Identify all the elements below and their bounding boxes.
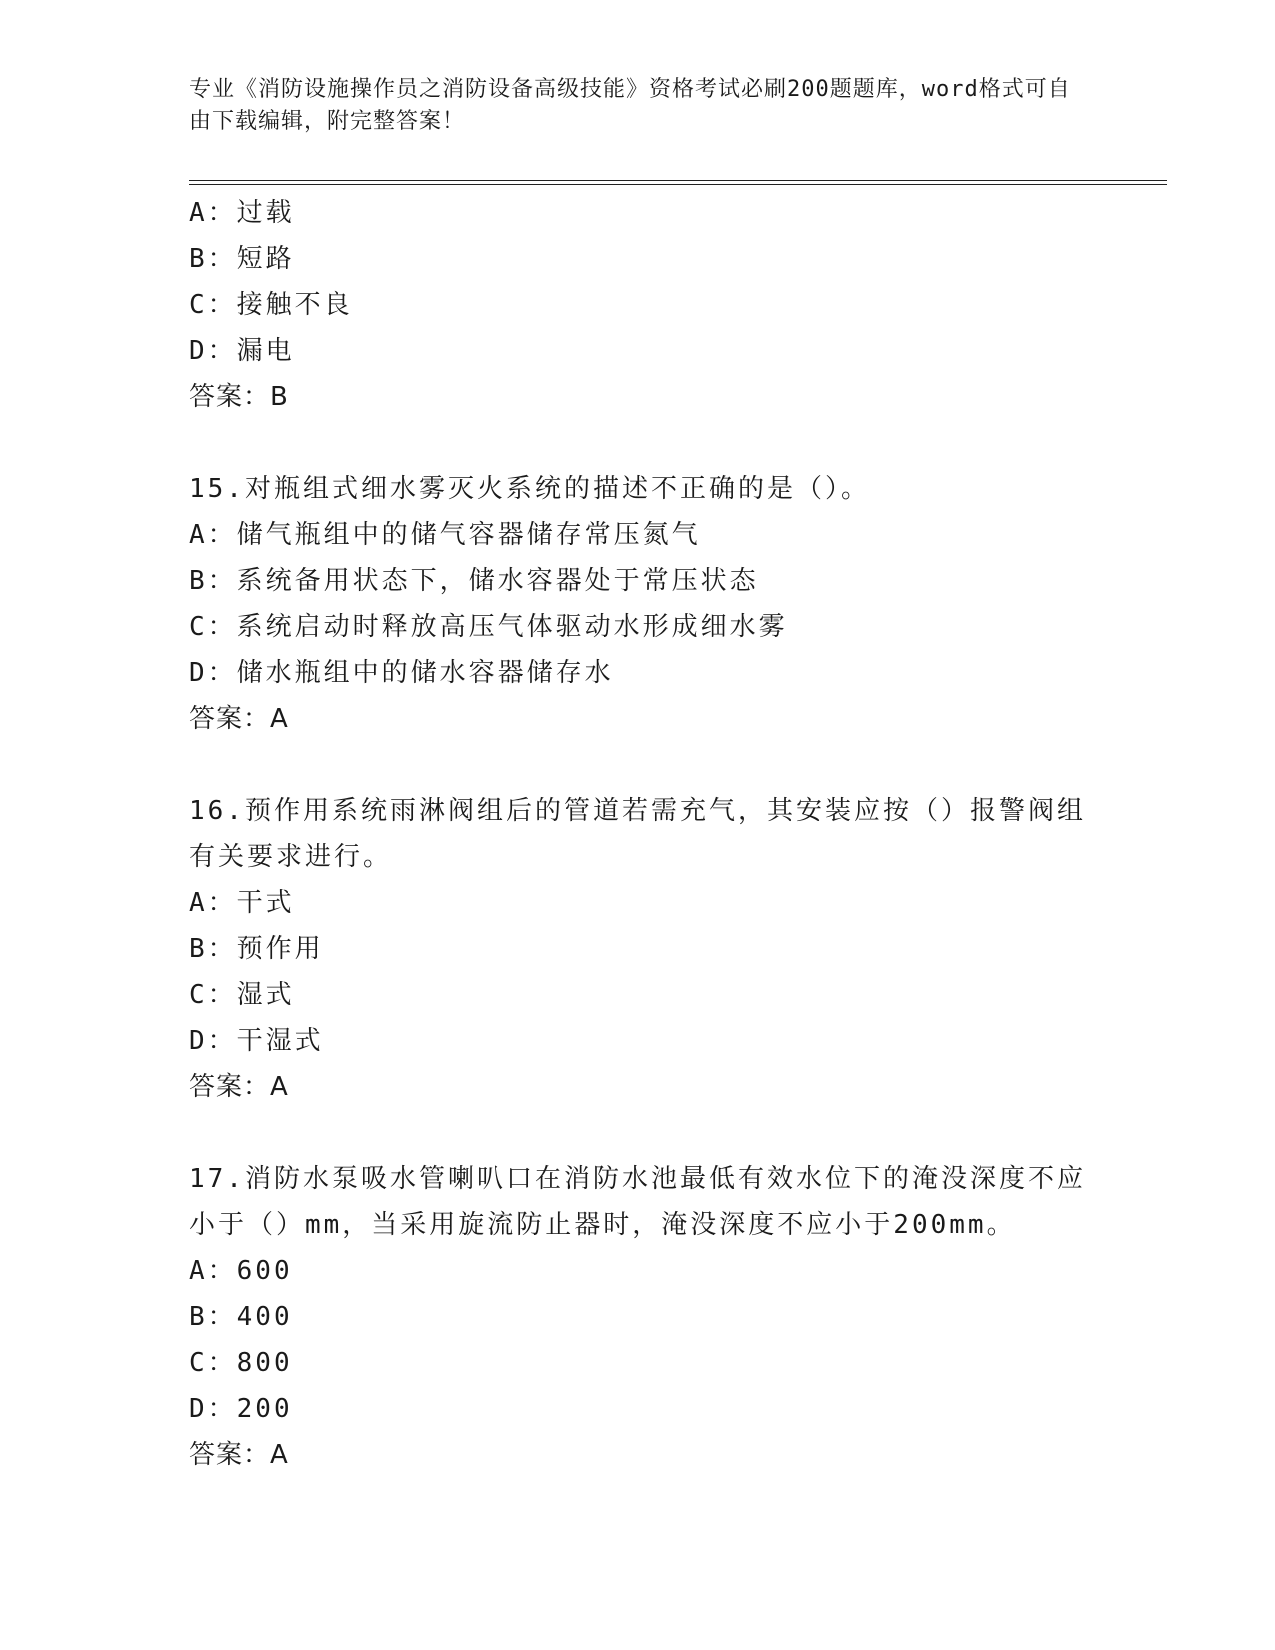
question-block-16: [189, 788, 1089, 1110]
answer-line: 答案：A: [189, 1072, 289, 1102]
option-d: D：干湿式: [189, 1026, 324, 1056]
question-block-14-continued: [189, 190, 1089, 420]
question-stem: 16.预作用系统雨淋阀组后的管道若需充气，其安装应按（）报警阀组有关要求进行。: [189, 796, 1086, 872]
question-block-15: [189, 466, 1089, 742]
header-divider-line: [189, 180, 1167, 181]
question-stem: 15.对瓶组式细水雾灭火系统的描述不正确的是（）。: [189, 474, 870, 504]
option-b: B：系统备用状态下，储水容器处于常压状态: [189, 566, 759, 596]
document-header: [189, 74, 1089, 138]
answer-line: 答案：A: [189, 1440, 289, 1470]
option-a: A：储气瓶组中的储气容器储存常压氮气: [189, 520, 701, 550]
option-c: C：系统启动时释放高压气体驱动水形成细水雾: [189, 612, 788, 642]
question-block-17: [189, 1156, 1089, 1478]
option-a: A：干式: [189, 888, 295, 918]
answer-line: 答案：B: [189, 382, 289, 412]
option-b: B：预作用: [189, 934, 324, 964]
option-c: C：800: [189, 1348, 293, 1378]
option-d: D：漏电: [189, 336, 295, 366]
option-b: B：短路: [189, 244, 295, 274]
header-intro-text: 专业《消防设施操作员之消防设备高级技能》资格考试必刷200题题库，word格式可自由下载编辑，附完整答案！: [189, 77, 1071, 134]
option-a: A：600: [189, 1256, 293, 1286]
option-c: C：接触不良: [189, 290, 353, 320]
option-b: B：400: [189, 1302, 293, 1332]
option-c: C：湿式: [189, 980, 295, 1010]
option-a: A：过载: [189, 198, 295, 228]
option-d: D：储水瓶组中的储水容器储存水: [189, 658, 614, 688]
answer-line: 答案：A: [189, 704, 289, 734]
option-d: D：200: [189, 1394, 293, 1424]
header-divider-line-second: [189, 184, 1167, 185]
question-stem: 17.消防水泵吸水管喇叭口在消防水池最低有效水位下的淹没深度不应小于（）mm，当采用旋流防止器时，淹没深度不应小于200mm。: [189, 1164, 1086, 1240]
